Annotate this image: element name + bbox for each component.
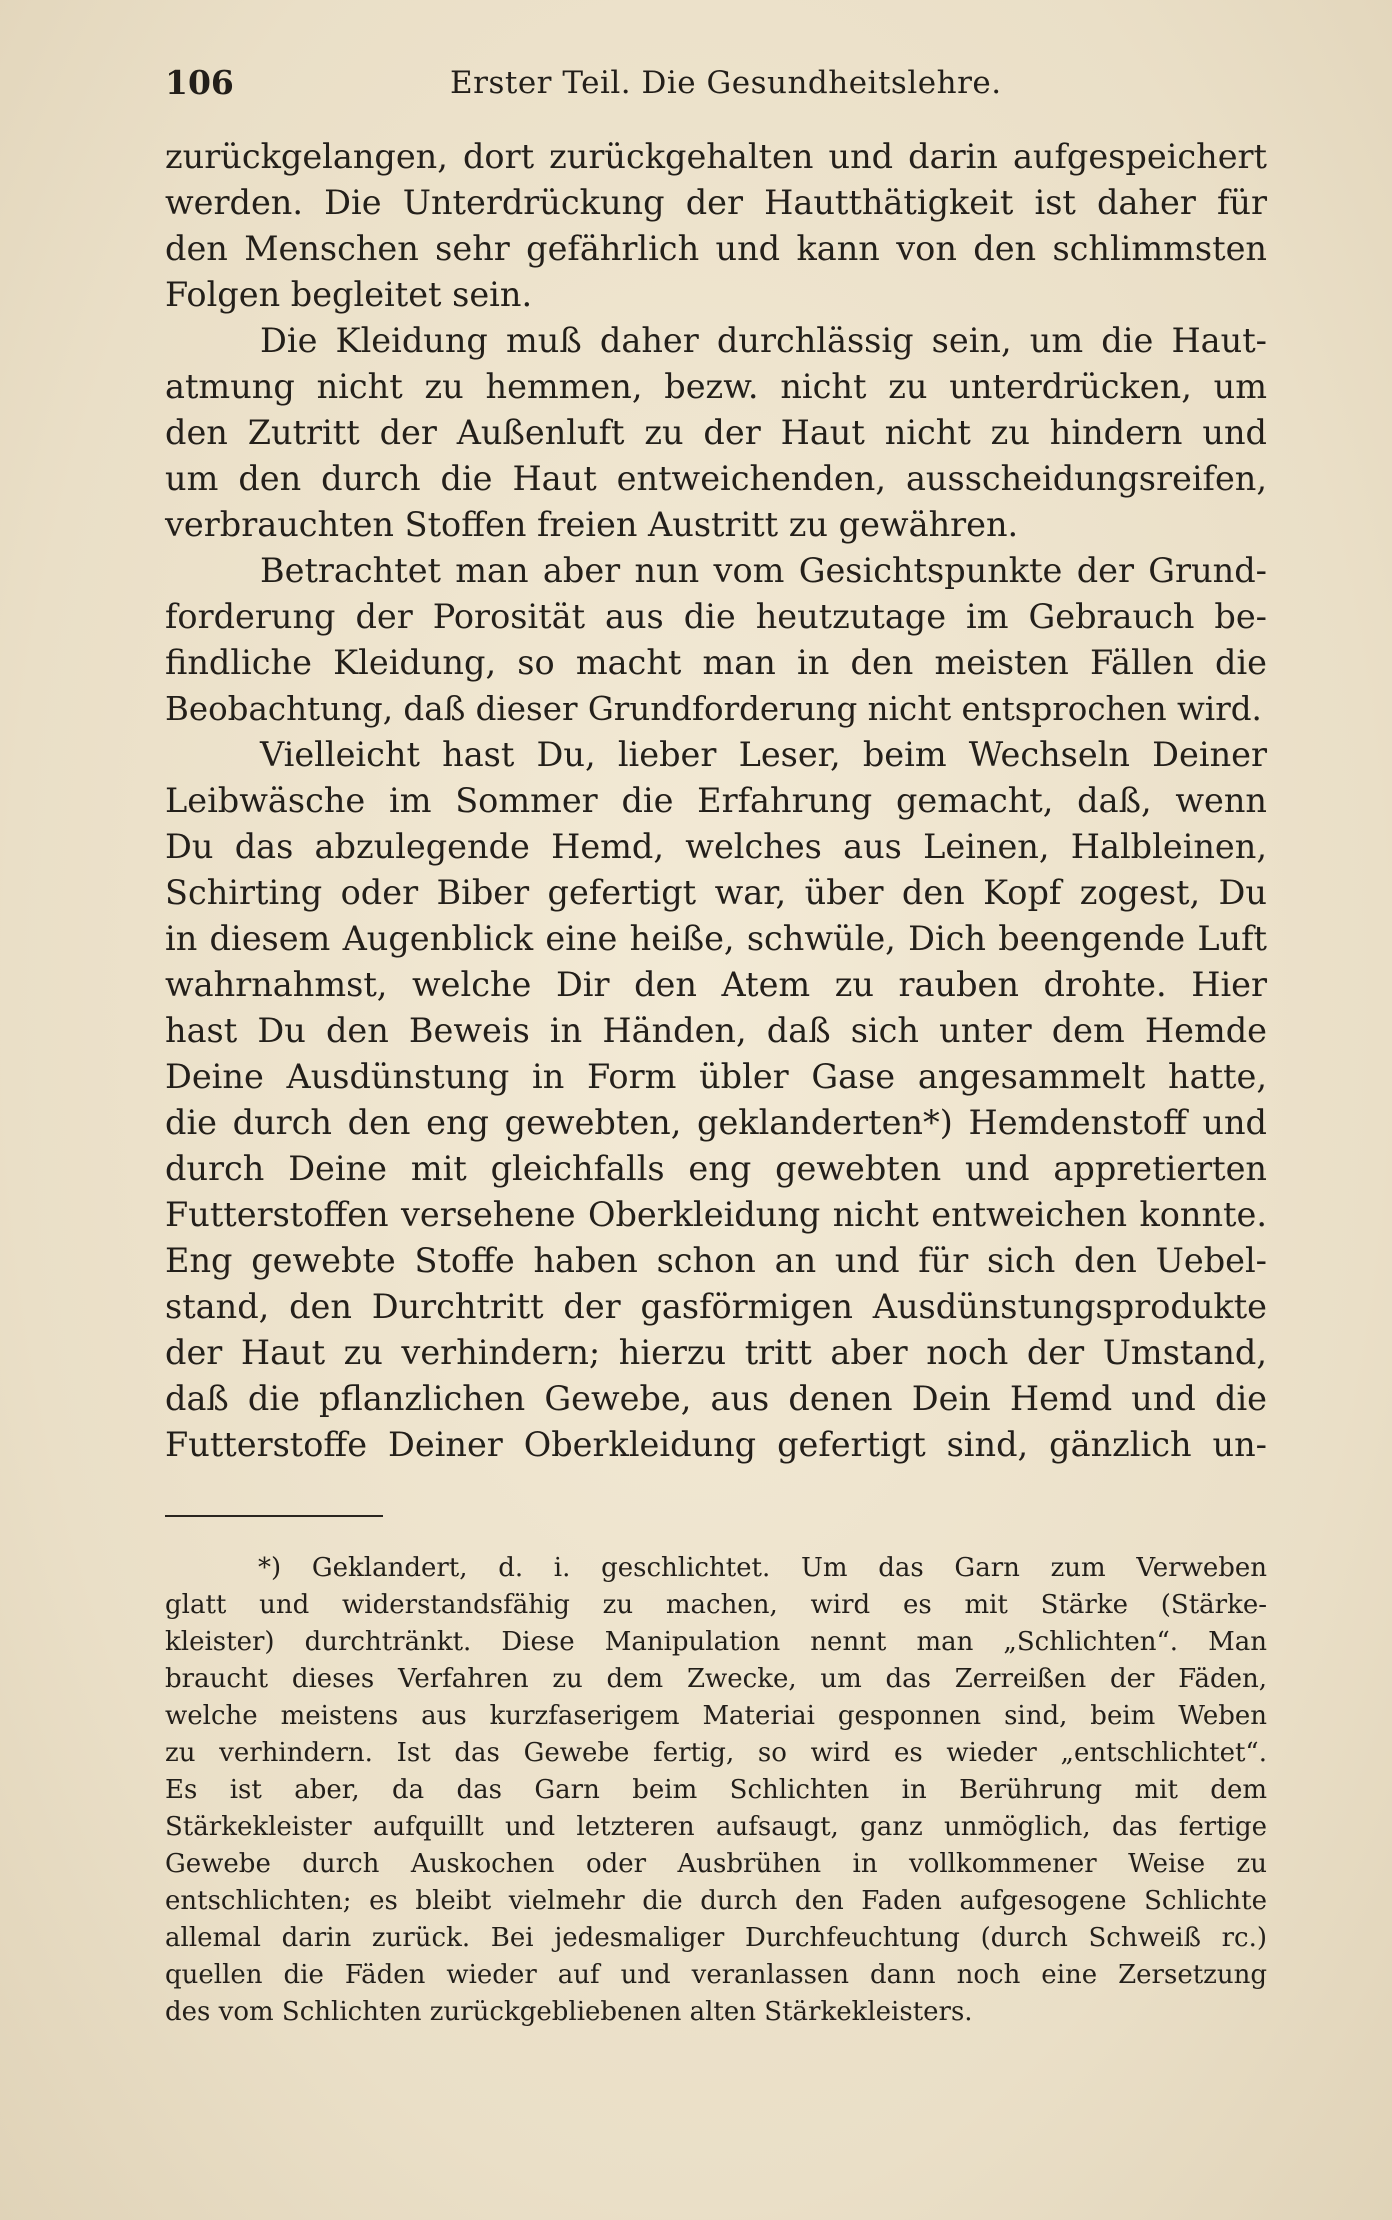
page-header [165, 58, 1265, 108]
footnote-line: braucht dieses Verfahren zu dem Zwecke, um das Zerreißen der Fäden, [165, 1664, 1267, 1694]
body-line: zurückgelangen, dort zurückgehalten und darin aufgespeichert [165, 137, 1267, 176]
body-line: wahrnahmst, welche Dir den Atem zu rauben drohte. Hier [165, 965, 1267, 1004]
body-line: die durch den eng gewebten, geklanderten*) Hemdenstoff und [165, 1103, 1267, 1142]
page-number: 106 [165, 63, 234, 102]
footnote-line: glatt und widerstandsfähig zu machen, wird es mit Stärke (Stärke- [165, 1590, 1267, 1620]
footnote-rule [165, 1515, 383, 1517]
footnote-line: Stärkekleister aufquillt und letzteren aufsaugt, ganz unmöglich, das fertige [165, 1812, 1267, 1842]
footnote-line: entschlichten; es bleibt vielmehr die durch den Faden aufgesogene Schlichte [165, 1886, 1267, 1916]
body-line: den Zutritt der Außenluft zu der Haut nicht zu hindern und [165, 413, 1267, 452]
body-line: Eng gewebte Stoffe haben schon an und für sich den Uebel- [165, 1241, 1267, 1280]
footnote-line: *) Geklandert, d. i. geschlichtet. Um das Garn zum Verweben [258, 1553, 1267, 1583]
footnote-line: welche meistens aus kurzfaserigem Materiai gesponnen sind, beim Weben [165, 1701, 1267, 1731]
body-line: Futterstoffe Deiner Oberkleidung gefertigt sind, gänzlich un- [165, 1425, 1267, 1464]
body-line: Schirting oder Biber gefertigt war, über den Kopf zogest, Du [165, 873, 1267, 912]
body-line: Die Kleidung muß daher durchlässig sein, um die Haut- [260, 321, 1267, 360]
footnote-line: Es ist aber, da das Garn beim Schlichten in Berührung mit dem [165, 1775, 1267, 1805]
body-line: Vielleicht hast Du, lieber Leser, beim Wechseln Deiner [260, 735, 1267, 774]
body-line: Betrachtet man aber nun vom Gesichtspunkte der Grund- [260, 551, 1267, 590]
body-line: den Menschen sehr gefährlich und kann von den schlimmsten [165, 229, 1267, 268]
body-line: der Haut zu verhindern; hierzu tritt aber noch der Umstand, [165, 1333, 1267, 1372]
body-line: atmung nicht zu hemmen, bezw. nicht zu unterdrücken, um [165, 367, 1267, 406]
body-line: daß die pflanzlichen Gewebe, aus denen Dein Hemd und die [165, 1379, 1267, 1418]
footnote-line: zu verhindern. Ist das Gewebe fertig, so wird es wieder „entschlichtet“. [165, 1738, 1267, 1768]
footnote-line: Gewebe durch Auskochen oder Ausbrühen in vollkommener Weise zu [165, 1849, 1267, 1879]
body-line: durch Deine mit gleichfalls eng gewebten und appretierten [165, 1149, 1267, 1188]
body-line: Futterstoffen versehene Oberkleidung nicht entweichen konnte. [165, 1195, 1267, 1234]
body-line: verbrauchten Stoffen freien Austritt zu gewähren. [165, 505, 1019, 544]
body-line: Deine Ausdünstung in Form übler Gase angesammelt hatte, [165, 1057, 1267, 1096]
footnote-line: kleister) durchtränkt. Diese Manipulation nennt man „Schlichten“. Man [165, 1627, 1267, 1657]
running-head: Erster Teil. Die Gesundheitslehre. [450, 65, 1002, 101]
body-line: Folgen begleitet sein. [165, 275, 533, 314]
body-line: werden. Die Unterdrückung der Hautthätigkeit ist daher für [165, 183, 1267, 222]
body-line: findliche Kleidung, so macht man in den meisten Fällen die [165, 643, 1267, 682]
body-line: Leibwäsche im Sommer die Erfahrung gemacht, daß, wenn [165, 781, 1267, 820]
footnote-line: quellen die Fäden wieder auf und veranlassen dann noch eine Zersetzung [165, 1960, 1267, 1990]
body-line: Beobachtung, daß dieser Grundforderung nicht entsprochen wird. [165, 690, 1262, 728]
body-line: hast Du den Beweis in Händen, daß sich unter dem Hemde [165, 1011, 1267, 1050]
footnote [165, 1550, 1267, 2031]
body-text [165, 134, 1267, 1468]
footnote-line: des vom Schlichten zurückgebliebenen alten Stärkekleisters. [165, 1997, 973, 2027]
body-line: stand, den Durchtritt der gasförmigen Ausdünstungsprodukte [165, 1287, 1267, 1326]
body-line: in diesem Augenblick eine heiße, schwüle, Dich beengende Luft [165, 919, 1267, 958]
body-line: forderung der Porosität aus die heutzutage im Gebrauch be- [165, 597, 1267, 636]
body-line: Du das abzulegende Hemd, welches aus Leinen, Halbleinen, [165, 827, 1267, 866]
body-line: um den durch die Haut entweichenden, ausscheidungsreifen, [165, 459, 1267, 498]
footnote-line: allemal darin zurück. Bei jedesmaliger Durchfeuchtung (durch Schweiß rc.) [165, 1923, 1267, 1953]
